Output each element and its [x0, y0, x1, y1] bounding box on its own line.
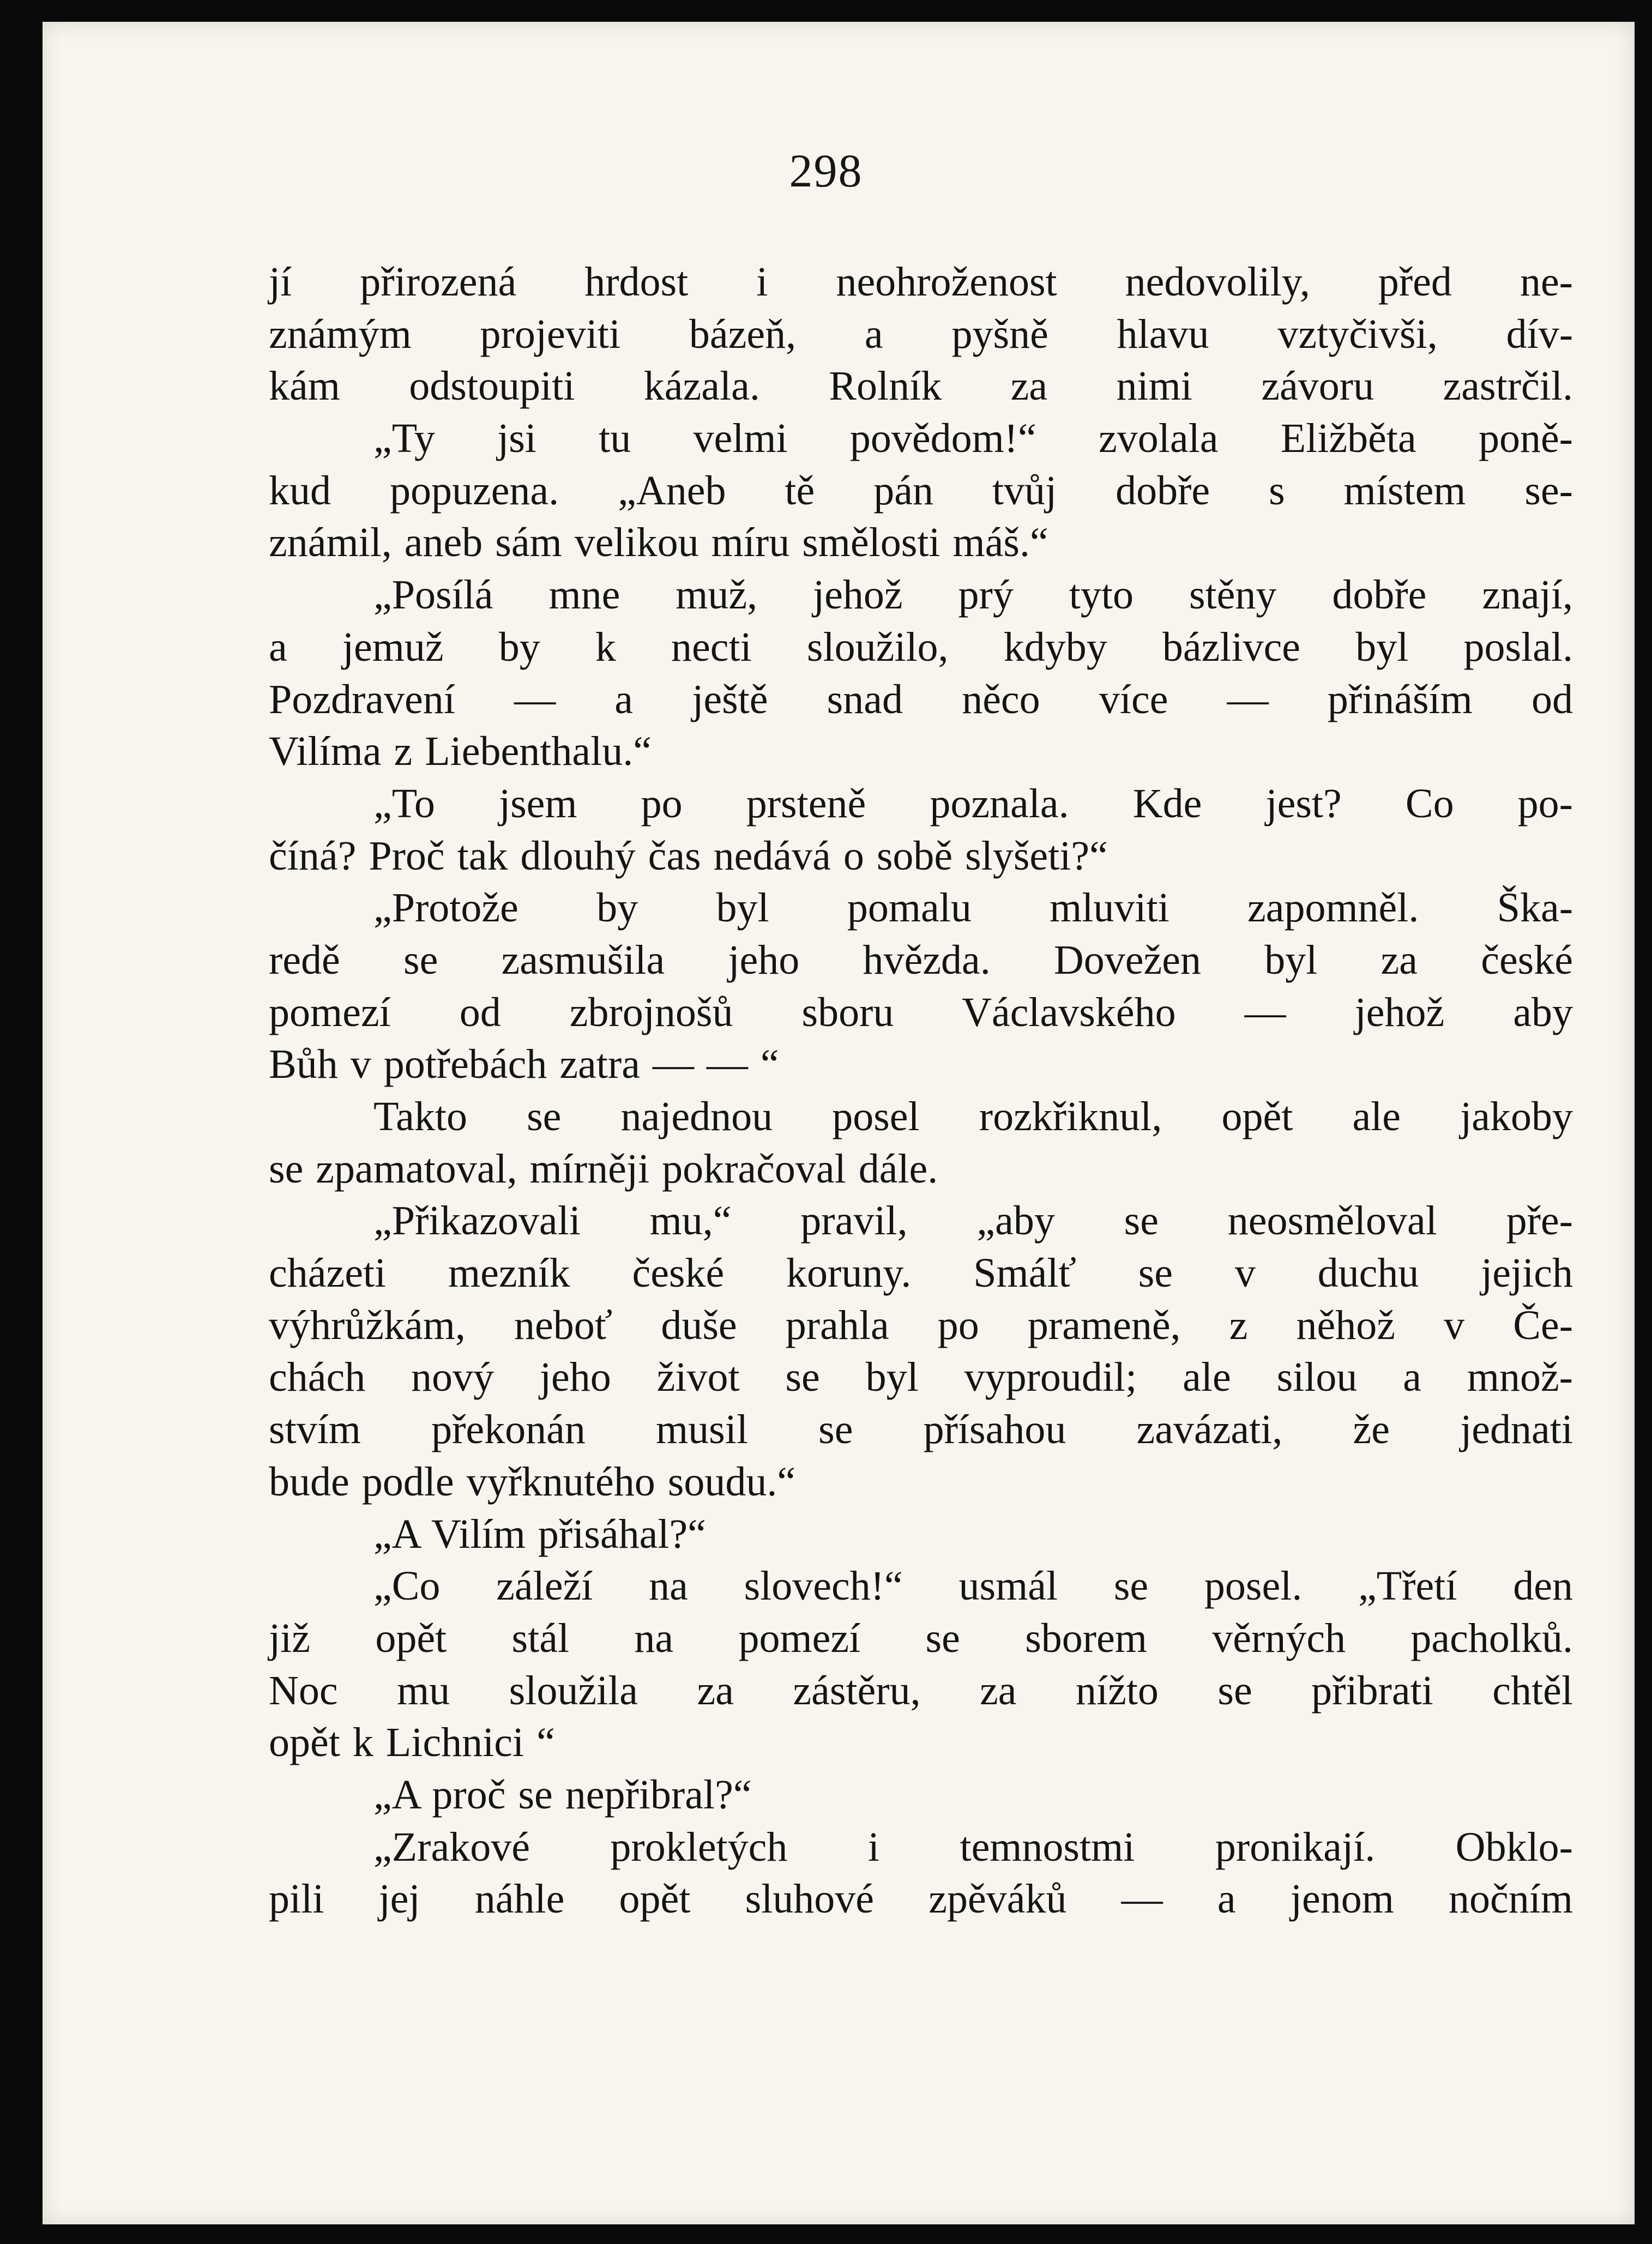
text-line: Pozdravení — a ještě snad něco více — přináším od	[269, 676, 1573, 722]
text-line: pomezí od zbrojnošů sboru Václavského — jehož aby	[269, 989, 1573, 1035]
text-line: Bůh v potřebách zatra — — “	[269, 1041, 779, 1088]
text-line: se zpamatoval, mírněji pokračoval dále.	[269, 1145, 938, 1192]
text-line: již opět stál na pomezí se sborem věrných pacholků.	[269, 1615, 1573, 1661]
text-line: „Posílá mne muž, jehož prý tyto stěny dobře znají,	[373, 572, 1573, 618]
text-line: Takto se najednou posel rozkřiknul, opět ale jakoby	[373, 1094, 1573, 1139]
text-line: „Protože by byl pomalu mluviti zapomněl. Ška-	[373, 885, 1573, 931]
page-number: 298	[789, 144, 863, 197]
text-line: „A proč se nepřibral?“	[373, 1771, 752, 1818]
text-line: „Co záleží na slovech!“ usmál se posel. „Třetí den	[373, 1563, 1573, 1609]
text-line: kud popuzena. „Aneb tě pán tvůj dobře s místem se-	[269, 467, 1573, 514]
text-line: a jemuž by k necti sloužilo, kdyby bázlivce byl poslal.	[269, 624, 1573, 670]
text-line: chách nový jeho život se byl vyproudil; ale silou a množ-	[269, 1354, 1573, 1401]
text-line: známil, aneb sám velikou míru smělosti máš.“	[269, 520, 1048, 566]
text-line: Noc mu sloužila za zástěru, za nížto se přibrati chtěl	[269, 1667, 1573, 1714]
text-line: redě se zasmušila jeho hvězda. Dovežen byl za české	[269, 937, 1573, 983]
text-line: pili jej náhle opět sluhové zpěváků — a jenom nočním	[269, 1876, 1573, 1922]
text-line: výhrůžkám, neboť duše prahla po prameně, z něhož v Če-	[269, 1302, 1573, 1348]
text-line: bude podle vyřknutého soudu.“	[269, 1458, 796, 1505]
text-line: Vilíma z Liebenthalu.“	[269, 728, 652, 775]
text-line: číná? Proč tak dlouhý čas nedává o sobě slyšeti?“	[269, 833, 1108, 879]
body-text	[269, 256, 1573, 1926]
text-line: kám odstoupiti kázala. Rolník za nimi závoru zastrčil.	[269, 363, 1573, 409]
text-line: „Ty jsi tu velmi povědom!“ zvolala Eližběta poně-	[373, 415, 1573, 462]
text-line: cházeti mezník české koruny. Smálť se v duchu jejich	[269, 1250, 1573, 1296]
text-line: „Přikazovali mu,“ pravil, „aby se neosměloval pře-	[373, 1198, 1573, 1244]
text-line: „Zrakové prokletých i temnostmi pronikají. Obklo-	[373, 1824, 1573, 1870]
text-line: jí přirozená hrdost i neohroženost nedovolily, před ne-	[269, 259, 1573, 305]
text-line: známým projeviti bázeň, a pyšně hlavu vztyčivši, dív-	[269, 311, 1573, 357]
text-line: stvím překonán musil se přísahou zavázati, že jednati	[269, 1407, 1573, 1453]
text-line: „A Vilím přisáhal?“	[373, 1511, 706, 1557]
text-line: opět k Lichnici “	[269, 1720, 555, 1766]
text-line: „To jsem po prsteně poznala. Kde jest? Co po-	[373, 780, 1573, 827]
